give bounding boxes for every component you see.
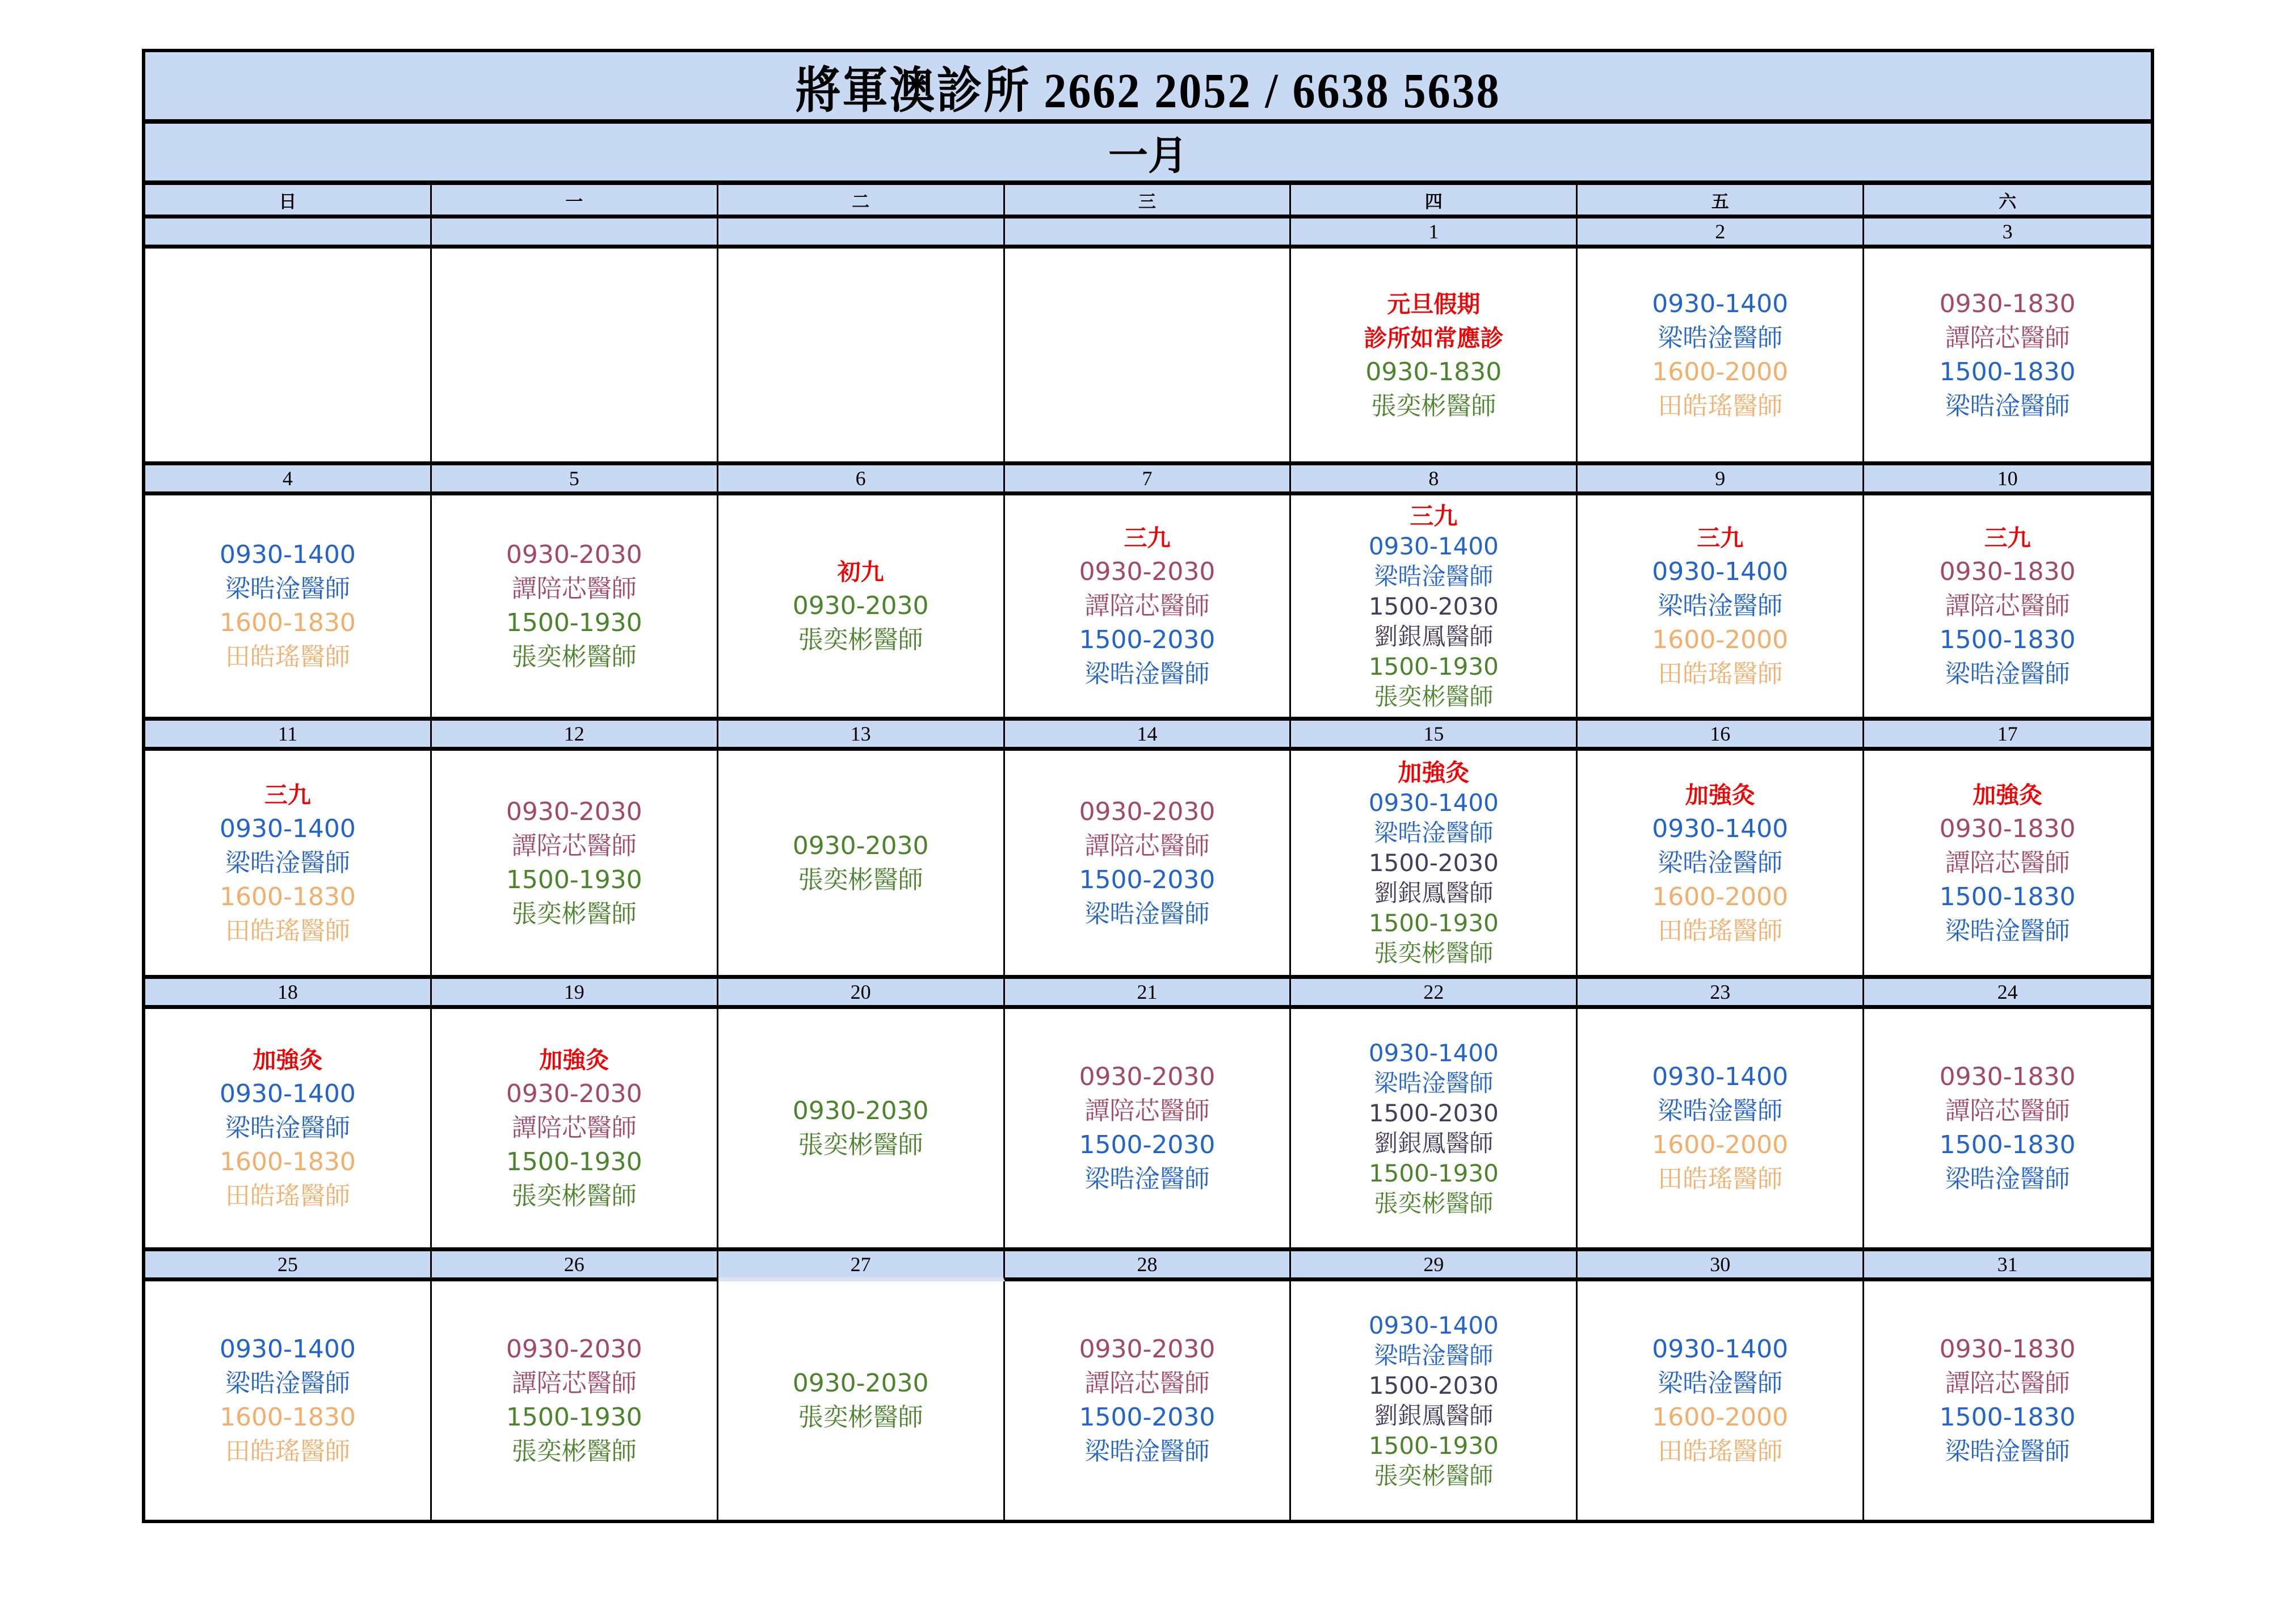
special-note: 加強灸 [1398, 759, 1470, 787]
date-number-cell-5: 5 [432, 461, 718, 495]
date-number-cell-16: 16 [1578, 717, 1864, 751]
session-time: 0930-1400 [1368, 1039, 1499, 1067]
doctor-name: 梁晧淦醫師 [225, 574, 350, 603]
weekday-header-cell-3: 三 [1005, 185, 1292, 215]
session-time: 0930-2030 [506, 1079, 642, 1108]
session-time: 0930-1830 [1365, 357, 1502, 386]
day-cell-3 [1864, 249, 2151, 461]
date-number-cell-empty [718, 215, 1005, 249]
doctor-name: 張奕彬醫師 [798, 625, 923, 654]
session-time: 0930-1400 [1368, 789, 1499, 817]
doctor-name: 梁晧淦醫師 [1084, 1437, 1210, 1466]
day-cell-9 [1578, 495, 1864, 717]
day-cell-12 [432, 751, 718, 975]
session-time: 1600-1830 [220, 1403, 356, 1432]
day-cell-empty [718, 249, 1005, 461]
date-number-cell-12: 12 [432, 717, 718, 751]
day-cell-1 [1291, 249, 1578, 461]
special-note: 三九 [1697, 524, 1744, 552]
day-cell-5 [432, 495, 718, 717]
day-cell-13 [718, 751, 1005, 975]
doctor-name: 梁晧淦醫師 [225, 1113, 350, 1142]
day-cell-30 [1578, 1281, 1864, 1520]
doctor-name: 梁晧淦醫師 [1084, 1164, 1210, 1193]
doctor-name: 譚陪芯醫師 [1945, 848, 2070, 877]
doctor-name: 梁晧淦醫師 [1945, 659, 2070, 688]
doctor-name: 張奕彬醫師 [1374, 939, 1494, 967]
doctor-name: 田皓瑤醫師 [225, 642, 350, 671]
doctor-name: 譚陪芯醫師 [511, 831, 637, 860]
date-number-cell-15: 15 [1291, 717, 1578, 751]
date-number-cell-9: 9 [1578, 461, 1864, 495]
doctor-name: 梁晧淦醫師 [225, 848, 350, 877]
session-time: 1500-2030 [1368, 849, 1499, 877]
session-time: 0930-1830 [1939, 289, 2076, 318]
session-time: 0930-1400 [220, 814, 356, 843]
calendar-grid [145, 185, 2151, 1520]
session-time: 0930-1400 [1652, 557, 1789, 586]
doctor-name: 張奕彬醫師 [798, 1403, 923, 1432]
doctor-name: 田皓瑤醫師 [225, 1437, 350, 1466]
doctor-name: 梁晧淦醫師 [1658, 591, 1783, 620]
date-number-cell-8: 8 [1291, 461, 1578, 495]
session-time: 1500-1930 [506, 865, 642, 894]
date-number-cell-22: 22 [1291, 975, 1578, 1009]
doctor-name: 田皓瑤醫師 [1658, 916, 1783, 945]
day-cell-6 [718, 495, 1005, 717]
month-bar [145, 124, 2151, 185]
day-cell-4 [145, 495, 432, 717]
session-time: 0930-2030 [1079, 1062, 1216, 1091]
day-cell-18 [145, 1009, 432, 1247]
day-cell-27 [718, 1281, 1005, 1520]
date-number-cell-27: 27 [718, 1247, 1005, 1281]
session-time: 0930-2030 [792, 1096, 929, 1125]
day-cell-20 [718, 1009, 1005, 1247]
day-cell-23 [1578, 1009, 1864, 1247]
day-cell-21 [1005, 1009, 1292, 1247]
special-note: 加強灸 [539, 1046, 609, 1074]
date-number-cell-1: 1 [1291, 215, 1578, 249]
session-time: 0930-1830 [1939, 814, 2076, 843]
date-number-cell-empty [1005, 215, 1292, 249]
day-cell-19 [432, 1009, 718, 1247]
doctor-name: 梁晧淦醫師 [225, 1369, 350, 1398]
session-time: 0930-1830 [1939, 1062, 2076, 1091]
date-number-cell-7: 7 [1005, 461, 1292, 495]
session-time: 0930-2030 [1079, 1335, 1216, 1364]
day-cell-24 [1864, 1009, 2151, 1247]
doctor-name: 劉銀鳳醫師 [1374, 879, 1494, 907]
session-time: 1600-1830 [220, 608, 356, 637]
doctor-name: 張奕彬醫師 [1374, 1189, 1494, 1217]
session-time: 0930-2030 [792, 831, 929, 860]
date-number-cell-empty [432, 215, 718, 249]
day-cell-7 [1005, 495, 1292, 717]
page-title: 將軍澳診所 2662 2052 / 6638 5638 [795, 64, 1501, 118]
doctor-name: 譚陪芯醫師 [1945, 1096, 2070, 1125]
session-time: 1500-1830 [1939, 882, 2076, 911]
day-cell-2 [1578, 249, 1864, 461]
doctor-name: 譚陪芯醫師 [1084, 1369, 1210, 1398]
doctor-name: 梁晧淦醫師 [1658, 323, 1783, 352]
day-cell-10 [1864, 495, 2151, 717]
session-time: 1500-1930 [1368, 1432, 1499, 1460]
session-time: 1600-2000 [1652, 1403, 1789, 1432]
day-cell-25 [145, 1281, 432, 1520]
calendar-table [142, 49, 2154, 1523]
day-cell-15 [1291, 751, 1578, 975]
session-time: 1600-2000 [1652, 882, 1789, 911]
special-note: 三九 [1984, 524, 2031, 552]
doctor-name: 梁晧淦醫師 [1374, 1069, 1494, 1097]
doctor-name: 譚陪芯醫師 [1084, 831, 1210, 860]
doctor-name: 張奕彬醫師 [511, 642, 637, 671]
session-time: 1500-1930 [506, 1147, 642, 1176]
date-number-cell-18: 18 [145, 975, 432, 1009]
date-number-cell-20: 20 [718, 975, 1005, 1009]
date-number-cell-empty [145, 215, 432, 249]
session-time: 1600-1830 [220, 1147, 356, 1176]
doctor-name: 梁晧淦醫師 [1945, 916, 2070, 945]
session-time: 1500-1830 [1939, 357, 2076, 386]
session-time: 0930-1400 [1368, 1311, 1499, 1339]
doctor-name: 張奕彬醫師 [1374, 1462, 1494, 1490]
date-number-cell-13: 13 [718, 717, 1005, 751]
special-note: 初九 [837, 558, 884, 586]
session-time: 0930-2030 [506, 797, 642, 826]
doctor-name: 梁晧淦醫師 [1374, 562, 1494, 590]
session-time: 1500-1930 [506, 608, 642, 637]
doctor-name: 張奕彬醫師 [1374, 682, 1494, 710]
special-note: 加強灸 [1685, 781, 1755, 809]
session-time: 0930-2030 [792, 591, 929, 620]
doctor-name: 梁晧淦醫師 [1945, 391, 2070, 421]
session-time: 1500-1930 [1368, 1159, 1499, 1187]
date-number-cell-30: 30 [1578, 1247, 1864, 1281]
date-number-cell-26: 26 [432, 1247, 718, 1281]
doctor-name: 梁晧淦醫師 [1658, 848, 1783, 877]
weekday-header-cell-4: 四 [1291, 185, 1578, 215]
weekday-header-cell-0: 日 [145, 185, 432, 215]
date-number-cell-10: 10 [1864, 461, 2151, 495]
doctor-name: 張奕彬醫師 [1371, 391, 1496, 421]
session-time: 0930-1400 [1652, 814, 1789, 843]
date-number-cell-29: 29 [1291, 1247, 1578, 1281]
date-number-cell-24: 24 [1864, 975, 2151, 1009]
day-cell-empty [1005, 249, 1292, 461]
doctor-name: 田皓瑤醫師 [1658, 1164, 1783, 1193]
session-time: 0930-1400 [1368, 532, 1499, 560]
session-time: 1500-2030 [1368, 592, 1499, 620]
special-note: 加強灸 [1973, 781, 2043, 809]
month-title: 一月 [1108, 134, 1188, 178]
session-time: 0930-1400 [220, 1335, 356, 1364]
doctor-name: 譚陪芯醫師 [511, 574, 637, 603]
session-time: 0930-1400 [220, 1079, 356, 1108]
doctor-name: 張奕彬醫師 [511, 899, 637, 928]
doctor-name: 田皓瑤醫師 [225, 916, 350, 945]
doctor-name: 田皓瑤醫師 [225, 1181, 350, 1210]
day-cell-26 [432, 1281, 718, 1520]
day-cell-22 [1291, 1009, 1578, 1247]
session-time: 0930-2030 [792, 1369, 929, 1398]
doctor-name: 梁晧淦醫師 [1084, 659, 1210, 688]
doctor-name: 張奕彬醫師 [798, 1130, 923, 1159]
date-number-cell-31: 31 [1864, 1247, 2151, 1281]
session-time: 0930-2030 [1079, 557, 1216, 586]
day-cell-11 [145, 751, 432, 975]
session-time: 1600-2000 [1652, 1130, 1789, 1159]
day-cell-17 [1864, 751, 2151, 975]
session-time: 1500-2030 [1079, 625, 1216, 654]
session-time: 0930-1400 [1652, 1335, 1789, 1364]
special-note: 三九 [1410, 502, 1458, 530]
date-number-cell-4: 4 [145, 461, 432, 495]
session-time: 0930-1830 [1939, 1335, 2076, 1364]
date-number-cell-14: 14 [1005, 717, 1292, 751]
session-time: 1500-1830 [1939, 1403, 2076, 1432]
doctor-name: 譚陪芯醫師 [1084, 591, 1210, 620]
day-cell-31 [1864, 1281, 2151, 1520]
doctor-name: 譚陪芯醫師 [1945, 1369, 2070, 1398]
date-number-cell-3: 3 [1864, 215, 2151, 249]
doctor-name: 梁晧淦醫師 [1374, 1342, 1494, 1369]
date-number-cell-6: 6 [718, 461, 1005, 495]
doctor-name: 譚陪芯醫師 [1945, 323, 2070, 352]
doctor-name: 梁晧淦醫師 [1945, 1437, 2070, 1466]
doctor-name: 劉銀鳳醫師 [1374, 622, 1494, 650]
weekday-header-cell-2: 二 [718, 185, 1005, 215]
session-time: 1500-1930 [506, 1403, 642, 1432]
session-time: 1500-2030 [1368, 1099, 1499, 1127]
session-time: 0930-1400 [1652, 289, 1789, 318]
special-note: 加強灸 [253, 1046, 323, 1074]
date-number-cell-17: 17 [1864, 717, 2151, 751]
date-number-cell-28: 28 [1005, 1247, 1292, 1281]
doctor-name: 譚陪芯醫師 [1084, 1096, 1210, 1125]
session-time: 0930-2030 [506, 1335, 642, 1364]
doctor-name: 張奕彬醫師 [798, 865, 923, 894]
date-number-cell-23: 23 [1578, 975, 1864, 1009]
date-number-cell-19: 19 [432, 975, 718, 1009]
session-time: 0930-1400 [1652, 1062, 1789, 1091]
doctor-name: 張奕彬醫師 [511, 1181, 637, 1210]
session-time: 1500-2030 [1079, 865, 1216, 894]
special-note: 診所如常應診 [1364, 324, 1504, 352]
doctor-name: 譚陪芯醫師 [1945, 591, 2070, 620]
special-note: 三九 [264, 781, 311, 809]
doctor-name: 田皓瑤醫師 [1658, 391, 1783, 421]
session-time: 1600-2000 [1652, 625, 1789, 654]
title-bar [145, 52, 2151, 124]
day-cell-empty [432, 249, 718, 461]
doctor-name: 梁晧淦醫師 [1374, 819, 1494, 847]
doctor-name: 田皓瑤醫師 [1658, 1437, 1783, 1466]
day-cell-empty [145, 249, 432, 461]
date-number-cell-2: 2 [1578, 215, 1864, 249]
special-note: 元旦假期 [1387, 290, 1481, 318]
day-cell-28 [1005, 1281, 1292, 1520]
day-cell-8 [1291, 495, 1578, 717]
doctor-name: 劉銀鳳醫師 [1374, 1402, 1494, 1429]
date-number-cell-11: 11 [145, 717, 432, 751]
session-time: 0930-1830 [1939, 557, 2076, 586]
session-time: 1500-1930 [1368, 909, 1499, 937]
doctor-name: 梁晧淦醫師 [1658, 1369, 1783, 1398]
day-cell-29 [1291, 1281, 1578, 1520]
session-time: 0930-1400 [220, 540, 356, 569]
doctor-name: 梁晧淦醫師 [1945, 1164, 2070, 1193]
doctor-name: 田皓瑤醫師 [1658, 659, 1783, 688]
weekday-header-cell-1: 一 [432, 185, 718, 215]
doctor-name: 譚陪芯醫師 [511, 1369, 637, 1398]
weekday-header-cell-5: 五 [1578, 185, 1864, 215]
session-time: 0930-2030 [1079, 797, 1216, 826]
session-time: 1600-2000 [1652, 357, 1789, 386]
doctor-name: 譚陪芯醫師 [511, 1113, 637, 1142]
session-time: 1500-2030 [1079, 1403, 1216, 1432]
day-cell-14 [1005, 751, 1292, 975]
doctor-name: 劉銀鳳醫師 [1374, 1129, 1494, 1157]
date-number-cell-25: 25 [145, 1247, 432, 1281]
doctor-name: 梁晧淦醫師 [1084, 899, 1210, 928]
special-note: 三九 [1124, 524, 1171, 552]
session-time: 1500-1830 [1939, 625, 2076, 654]
session-time: 1600-1830 [220, 882, 356, 911]
weekday-header-cell-6: 六 [1864, 185, 2151, 215]
session-time: 0930-2030 [506, 540, 642, 569]
day-cell-16 [1578, 751, 1864, 975]
doctor-name: 梁晧淦醫師 [1658, 1096, 1783, 1125]
date-number-cell-21: 21 [1005, 975, 1292, 1009]
session-time: 1500-1930 [1368, 652, 1499, 680]
session-time: 1500-2030 [1079, 1130, 1216, 1159]
session-time: 1500-1830 [1939, 1130, 2076, 1159]
doctor-name: 張奕彬醫師 [511, 1437, 637, 1466]
session-time: 1500-2030 [1368, 1372, 1499, 1399]
